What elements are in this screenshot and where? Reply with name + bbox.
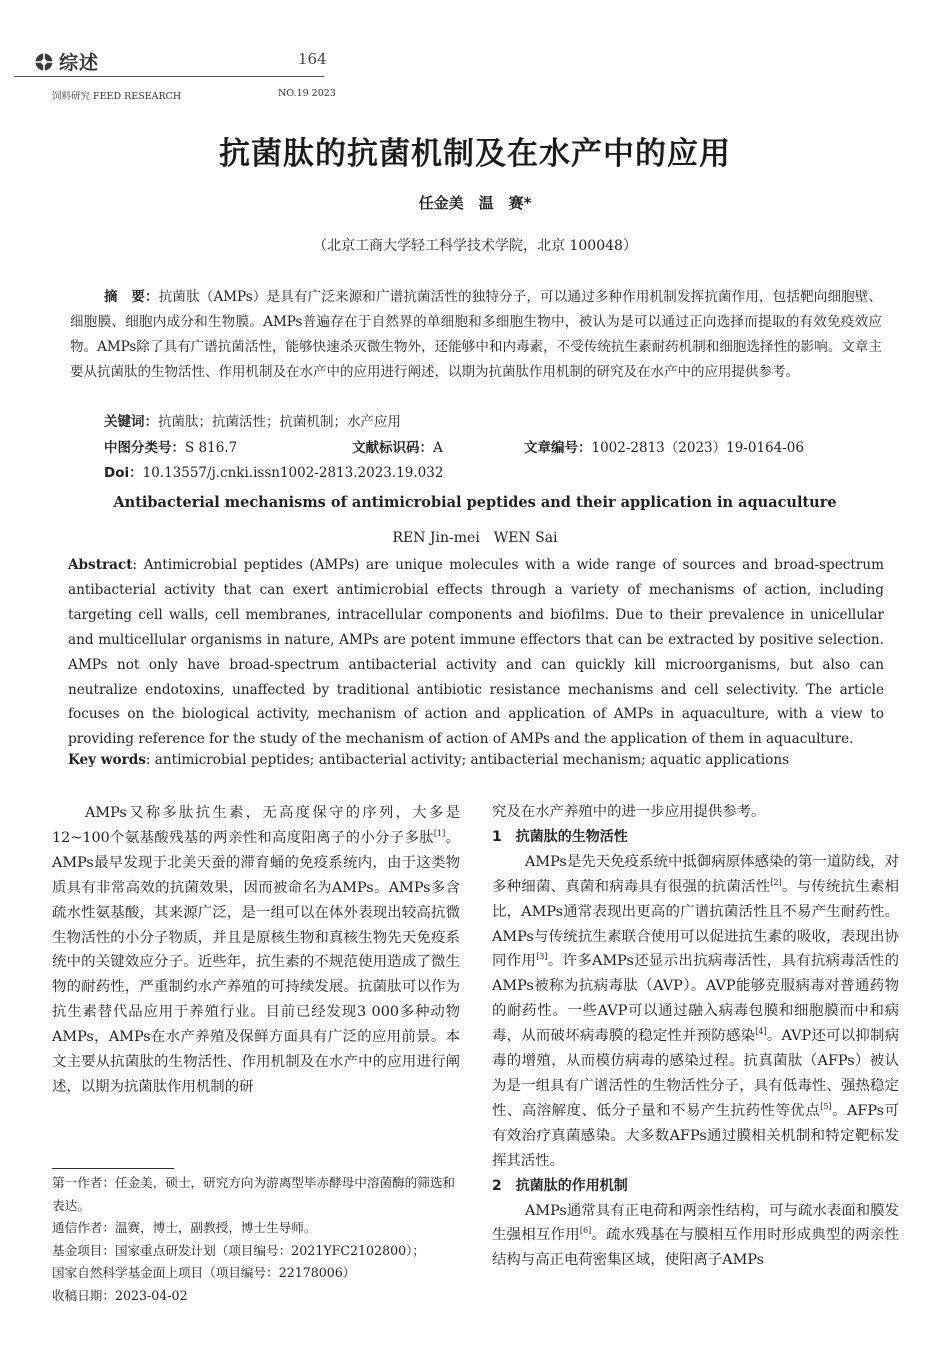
footnote-fund-1: 基金项目：国家重点研发计划（项目编号：2021YFC2102800）； [52, 1242, 425, 1258]
citation-6: [6] [579, 1226, 592, 1236]
citation-5: [5] [820, 1102, 832, 1112]
intro-paragraph [52, 801, 460, 1100]
section-1-text-5: 。AFPs可有效治疗真菌感染。大多数AFPs通过膜相关机制和特定靶标发挥其活性。 [492, 1102, 899, 1169]
keywords-en-label: Key words [68, 752, 146, 768]
clc-number [104, 436, 237, 456]
footnote-corresponding-author: 通信作者：温赛，博士，副教授，博士生导师。 [52, 1220, 317, 1235]
citation-3: [3] [536, 952, 548, 962]
section-1-text-3: 。许多AMPs还显示出抗病毒活性，具有抗病毒活性的AMPs被称为抗病毒肽（AVP）。AVP能够克服病毒对普通药物的耐药性。一些AVP可以通过融入病毒包膜和细胞膜而中和病毒，从而破坏病毒膜的稳定性并预防感染 [492, 953, 899, 1045]
section-2-paragraph [492, 1199, 899, 1274]
document-code-label: 文献标识码： [352, 440, 433, 456]
footnote-received-date: 收稿日期：2023-04-02 [52, 1287, 188, 1303]
journal-name: 饲料研究 FEED RESEARCH [52, 91, 182, 102]
document-code [352, 436, 443, 456]
intro-text-2: 。AMPs最早发现于北美天蚕的滞育蛹的免疫系统内，由于这类物质具有非常高效的抗菌效果，因而被命名为AMPs。AMPs多含疏水性氨基酸，其来源广泛，是一组可以在体外表现出较高抗微生物活性的小分子物质，并且是原核生物和真核生物先天免疫系统中的关键效应分子。近些年，抗生素的不规范使用造成了微生物的耐药性，严重制约水产养殖的可持续发展。抗菌肽可以作为抗生素替代品应用于养殖行业。目前已经发现3 000多种动物AMPs，AMPs在水产养殖及保鲜方面具有广泛的应用前景。本文主要从抗菌肽的生物活性、作用机制及在水产中的应用进行阐述，以期为抗菌肽作用机制的研 [52, 829, 460, 1095]
keywords-en-text: : antimicrobial peptides; antibacterial activity; antibacterial mechanism; aquatic applications [145, 752, 790, 768]
section-1-text-1: AMPs是先天免疫系统中抵御病原体感染的第一道防线，对多种细菌、真菌和病毒具有很强的抗菌活性 [492, 853, 899, 895]
intro-continuation: 究及在水产养殖中的进一步应用提供参考。 [492, 804, 766, 820]
abstract-cn-text: 抗菌肽（AMPs）是具有广泛来源和广谱抗菌活性的独特分子，可以通过多种作用机制发挥抗菌作用，包括靶向细胞壁、细胞膜、细胞内成分和生物膜。AMPs普遍存在于自然界的单细胞和多细胞生物中，被认为是可以通过正向选择而提取的有效免疫效应物。AMPs除了具有广谱抗菌活性，能够快速杀灭微生物外，还能够中和内毒素，不受传统抗生素耐药机制和细胞选择性的影响。文章主要从抗菌肽的生物活性、作用机制及在水产中的应用进行阐述，以期为抗菌肽作用机制的研究及在水产中的应用提供参考。 [70, 289, 882, 380]
clc-label: 中图分类号： [104, 440, 185, 456]
article-number [524, 436, 804, 456]
abstract-en-text: : Antimicrobial peptides (AMPs) are unique molecules with a wide range of sources and broad-spectrum antibacterial activity that can exert antimicrobial effects through a variety of mechanisms of action, including targeting cell walls, cell membranes, intracellular components and biofilms. Due to their prevalence in unicellular and multicellular organisms in nature, AMPs are potent immune effectors that can be extracted by positive selection. AMPs not only have broad-spectrum antibacterial activity and can quickly kill microorganisms, but also can neutralize endotoxins, unaffected by traditional antibiotic resistance mechanisms and cell selectivity. The article focuses on the biological activity, mechanism of action and application of AMPs in aquaculture, with a view to providing reference for the study of the mechanism of action of AMPs and the application of them in aquaculture. [68, 557, 884, 748]
footnote-fund-2: 国家自然科学基金面上项目（项目编号：22178006） [52, 1265, 356, 1280]
doi-value: 10.13557/j.cnki.issn1002-2813.2023.19.032 [142, 465, 444, 481]
section-2-heading: 2 抗菌肽的作用机制 [492, 1177, 628, 1194]
body-column-left [52, 801, 460, 1100]
issue-number: NO.19 2023 [278, 88, 336, 99]
article-title-en: Antibacterial mechanisms of antimicrobial peptides and their application in aquaculture [113, 494, 837, 511]
section-1-text-2: 。与传统抗生素相比，AMPs通常表现出更高的广谱抗菌活性且不易产生耐药性。AMPs与传统抗生素联合使用可以促进抗生素的吸收，表现出协同作用 [492, 878, 899, 970]
abstract-cn-label: 摘 要： [104, 289, 159, 305]
keywords-cn-label: 关键词： [104, 414, 158, 430]
running-header [14, 44, 336, 104]
footnotes [52, 1172, 462, 1307]
section-1-heading: 1 抗菌肽的生物活性 [492, 828, 628, 845]
abstract-cn [70, 285, 882, 385]
article-title: 抗菌肽的抗菌机制及在水产中的应用 [219, 136, 731, 172]
affiliation-cn: （北京工商大学轻工科学技术学院，北京 100048） [313, 238, 637, 254]
section-1-text-4: 。AVP还可以抑制病毒的增殖，从而模仿病毒的感染过程。抗真菌肽（AFPs）被认为是一组具有广谱活性的生物活性分子，具有低毒性、强热稳定性、高溶解度、低分子量和不易产生抗药性等优点 [492, 1028, 899, 1119]
keywords-en [68, 752, 789, 768]
abstract-en-label: Abstract [68, 557, 133, 573]
authors-cn: 任金美 温 赛* [418, 194, 532, 212]
section-brand [34, 48, 99, 75]
citation-4: [4] [755, 1027, 767, 1037]
body-column-right [492, 800, 899, 1273]
clc-value: S 816.7 [185, 440, 238, 456]
citation-2: [2] [770, 877, 782, 887]
intro-text-1: AMPs又称多肽抗生素，无高度保守的序列，大多是12~100个氨基酸残基的两亲性和高度阳离子的小分子多肽 [52, 805, 460, 846]
document-code-value: A [433, 440, 443, 456]
authors-en: REN Jin-mei WEN Sai [392, 530, 558, 546]
section-1-paragraph [492, 850, 899, 1174]
article-number-label: 文章编号： [524, 440, 592, 456]
citation-1: [1] [433, 829, 446, 839]
abstract-en [68, 553, 884, 752]
keywords-cn [104, 410, 401, 430]
section-2-text-2: 。疏水残基在与膜相互作用时形成典型的两亲性结构与高正电荷密集区域，使阳离子AMPs [492, 1227, 899, 1269]
header-rule [14, 76, 324, 77]
page-number: 164 [298, 50, 327, 68]
keywords-cn-text: 抗菌肽；抗菌活性；抗菌机制；水产应用 [158, 414, 401, 430]
section-2-text-1: AMPs通常具有正电荷和两亲性结构，可与疏水表面和膜发生强相互作用 [492, 1202, 899, 1244]
section-label: 综述 [59, 52, 100, 74]
section-logo-icon [34, 52, 54, 72]
footnote-first-author: 第一作者：任金美，硕士，研究方向为游离型毕赤酵母中溶菌酶的筛选和表达。 [52, 1175, 455, 1213]
doi [104, 461, 443, 481]
footnote-rule [52, 1168, 174, 1169]
article-number-value: 1002-2813（2023）19-0164-06 [591, 440, 804, 456]
doi-label: Doi： [104, 465, 143, 481]
